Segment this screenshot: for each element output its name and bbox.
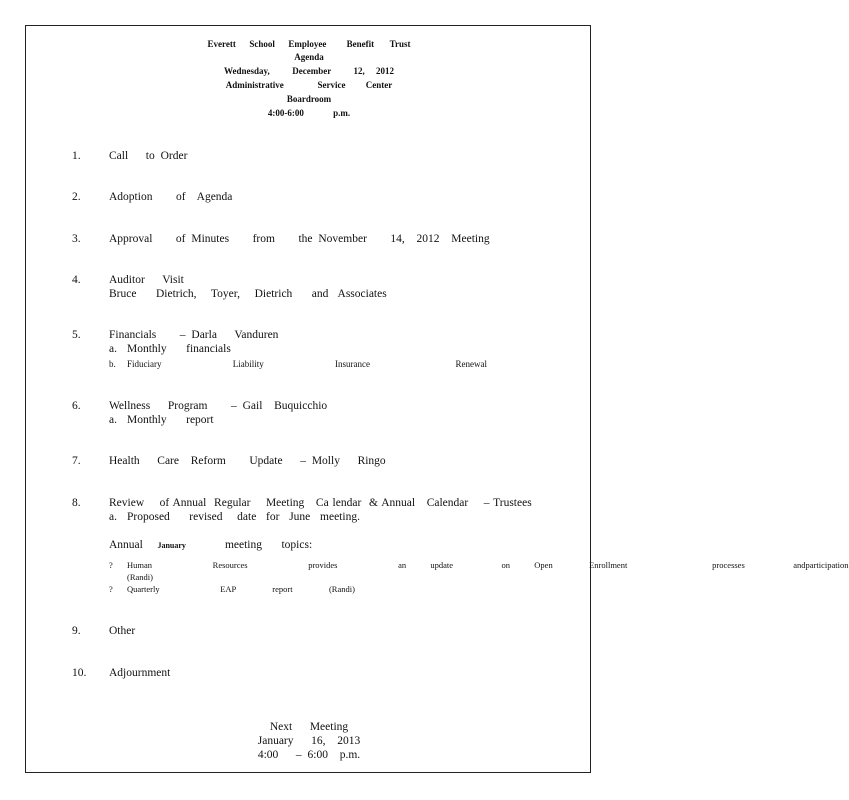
topic-bullet-1 [109,558,849,572]
subitem-text: Fiduciary Liability Insurance Renewal [127,359,487,369]
item-number: 2. [72,191,81,203]
bullet-text: Human Resources provides an update on Open Enrollment processes andparticipation [127,560,849,570]
item-number: 1. [72,150,81,162]
item-title: Wellness Program – Gail Buquicchio [109,400,328,412]
bullet-marker: ? [109,560,113,570]
next-meeting-time: 4:00 – 6:00 p.m. [257,749,361,761]
agenda-page [25,25,849,773]
header-location: Administrative Service Center [225,80,393,90]
header-agenda: Agenda [294,52,324,62]
subitem-marker: a. [109,511,117,523]
item-number: 7. [72,455,81,467]
annual-prefix: Annual [109,539,143,551]
item-title: Call to Order [109,150,188,162]
next-meeting-date: January 16, 2013 [257,735,361,747]
next-meeting-label: Next Meeting [269,721,349,733]
item-title: Other [109,625,136,637]
annual-month: January [157,541,186,550]
subitem-marker: a. [109,414,117,426]
annual-topics-heading [109,538,312,553]
annual-suffix: meeting topics: [224,539,313,551]
header-title: Everett School Employee Benefit Trust [207,39,411,49]
item-subtitle: Bruce Dietrich, Toyer, Dietrich and Associates [109,288,387,300]
item-title: Auditor Visit [109,274,184,286]
subitem-a [109,510,360,524]
subitem-marker: b. [109,359,116,369]
subitem-marker: a. [109,343,117,355]
subitem-b [109,357,487,371]
item-title: Approval of Minutes from the November 14, 2012 Meeting [109,233,490,245]
topic-bullet-2 [109,582,355,596]
header-date: Wednesday, December 12, 2012 [223,66,395,76]
item-title: Review of Annual Regular Meeting Ca lendar & Annual Calendar – Trustees [109,497,532,509]
item-title: Adjournment [109,667,171,679]
item-number: 4. [72,274,81,286]
subitem-text: Monthly financials [127,343,231,355]
subitem-text: Monthly report [127,414,214,426]
item-title: Health Care Reform Update – Molly Ringo [109,455,386,467]
item-number: 3. [72,233,81,245]
header-time: 4:00-6:00 p.m. [267,108,351,118]
header-room: Boardroom [286,94,332,104]
subitem-a [109,413,214,427]
topic-bullet-1-cont: (Randi) [127,572,153,582]
item-number: 9. [72,625,81,637]
item-title: Financials – Darla Vanduren [109,329,279,341]
item-number: 10. [72,667,87,679]
item-number: 5. [72,329,81,341]
item-number: 6. [72,400,81,412]
subitem-a [109,342,231,356]
item-title: Adoption of Agenda [109,191,233,203]
bullet-text: Quarterly EAP report (Randi) [127,584,355,594]
item-number: 8. [72,497,81,509]
subitem-text: Proposed revised date for June meeting. [127,511,360,523]
bullet-marker: ? [109,584,113,594]
